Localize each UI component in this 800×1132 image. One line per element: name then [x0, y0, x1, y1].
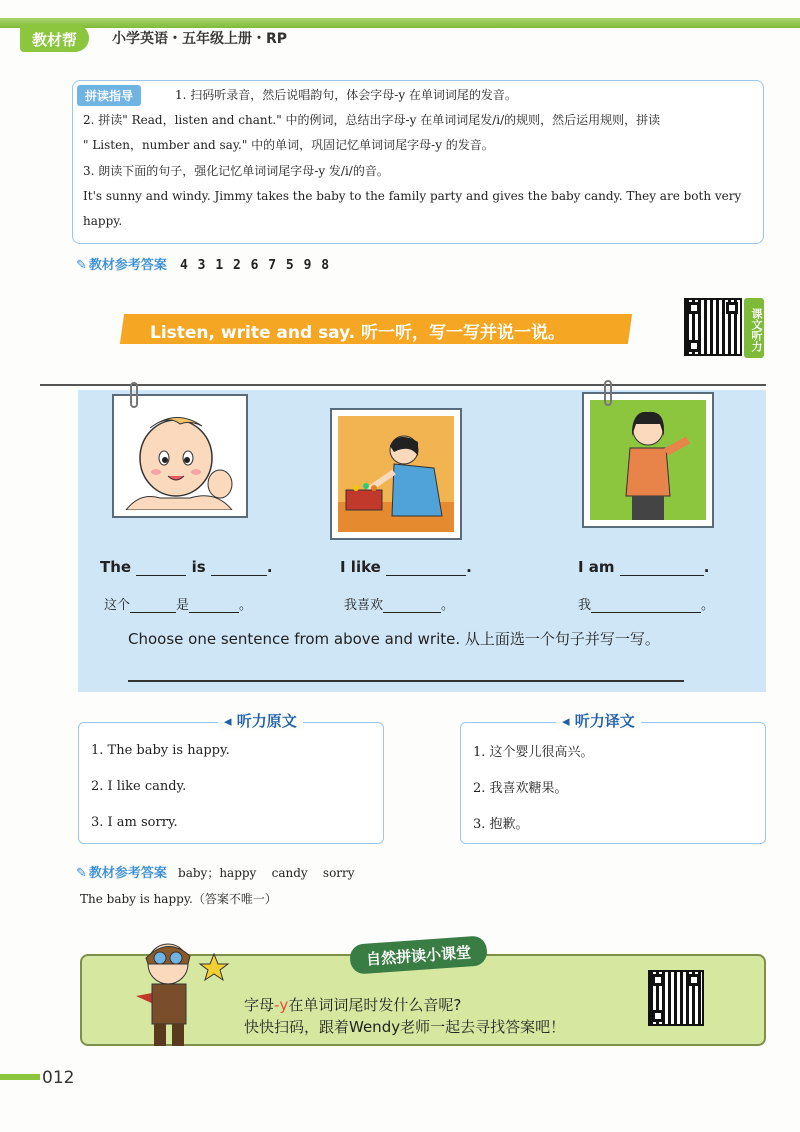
pencil-icon: ✎	[76, 258, 87, 273]
transcript-line-2: 2. I like candy.	[91, 779, 187, 794]
qr-code-icon-2[interactable]	[648, 970, 704, 1026]
cn-blank-2[interactable]	[383, 599, 441, 613]
pencil-icon-2: ✎	[76, 866, 87, 881]
cn-sentence-2: 我喜欢 。	[344, 598, 455, 613]
page-number-bar	[0, 1074, 40, 1080]
blank-1b[interactable]	[211, 562, 267, 576]
brand-label: 教材帮	[20, 24, 89, 52]
blank-2[interactable]	[386, 562, 466, 576]
guidance-box	[72, 80, 764, 244]
guidance-line-6: happy.	[83, 214, 123, 228]
cn-sentence-1: 这个 是 。	[104, 598, 253, 613]
translation-title: ◂ 听力译文	[556, 710, 641, 731]
blank-3[interactable]	[620, 562, 704, 576]
answer-row-2	[76, 862, 355, 881]
sentence-3: I am .	[578, 558, 710, 576]
write-line[interactable]	[128, 680, 684, 682]
qr-code-icon[interactable]	[684, 298, 742, 356]
girl-sorry-illustration	[590, 400, 706, 520]
phonics-question: 字母-y在单词词尾时发什么音呢?	[244, 996, 462, 1014]
section-banner-text: Listen, write and say. 听一听，写一写并说一说。	[150, 323, 566, 343]
baby-picture	[112, 394, 248, 518]
girl-candy-illustration	[338, 416, 454, 532]
choose-instruction: Choose one sentence from above and write. 从上面选一个句子并写一写。	[128, 630, 660, 648]
paper-clip-icon	[130, 382, 138, 408]
answer-tag-1: ✎ 教材参考答案	[76, 258, 167, 273]
blank-1a[interactable]	[136, 562, 186, 576]
translation-line-2: 2. 我喜欢糖果。	[473, 781, 568, 796]
answer-value-1: 4 3 1 2 6 7 5 9 8	[180, 258, 331, 273]
header-stripe	[0, 18, 800, 28]
translation-line-1: 1. 这个婴儿很高兴。	[473, 745, 594, 760]
cn-blank-3[interactable]	[591, 599, 701, 613]
page-number: 012	[42, 1068, 75, 1088]
phonics-instruction: 快快扫码，跟着Wendy老师一起去寻找答案吧！	[244, 1018, 566, 1036]
candy-picture	[330, 408, 462, 540]
guidance-line-2: 2. 拼读" Read，listen and chant." 中的例词，总结出字母-y 在单词词尾发/i/的规则，然后运用规则，拼读	[83, 113, 661, 127]
cn-blank-1a[interactable]	[130, 599, 176, 613]
transcript-line-3: 3. I am sorry.	[91, 815, 178, 830]
divider-line	[40, 384, 766, 386]
guidance-line-1: 1. 扫码听录音，然后说唱韵句，体会字母-y 在单词词尾的发音。	[175, 88, 517, 102]
book-title: 小学英语・五年级上册・RP	[112, 31, 288, 47]
sorry-picture	[582, 392, 714, 528]
transcript-title: ◂ 听力原文	[218, 710, 303, 731]
answer-words: baby；happy candy sorry	[178, 866, 355, 880]
guidance-line-5: It's sunny and windy. Jimmy takes the baby to the family party and gives the baby candy. They are both very	[83, 189, 742, 203]
sentence-1: The is .	[100, 558, 273, 576]
qr-label: 课文听力	[744, 298, 764, 358]
phonics-title: 自然拼读小课堂	[349, 935, 488, 974]
answer-row-1	[76, 254, 330, 273]
guidance-line-3: " Listen，number and say." 中的单词，巩固记忆单词词尾字母-y 的发音。	[83, 138, 494, 152]
transcript-line-1: 1. The baby is happy.	[91, 743, 230, 758]
baby-illustration	[120, 402, 240, 510]
answer-sentence: The baby is happy.（答案不唯一）	[80, 892, 277, 906]
paper-clip-icon-2	[604, 380, 612, 406]
answer-tag-2: ✎ 教材参考答案	[76, 866, 167, 881]
cn-blank-1b[interactable]	[189, 599, 239, 613]
translation-line-3: 3. 抱歉。	[473, 817, 529, 832]
aviator-boy-illustration	[128, 936, 238, 1050]
transcript-box	[78, 722, 384, 844]
cn-sentence-3: 我 。	[578, 598, 715, 613]
guidance-line-4: 3. 朗读下面的句子，强化记忆单词词尾字母-y 发/i/的音。	[83, 164, 389, 178]
translation-box	[460, 722, 766, 844]
sentence-2: I like .	[340, 558, 472, 576]
guidance-tag: 拼读指导	[77, 85, 141, 106]
